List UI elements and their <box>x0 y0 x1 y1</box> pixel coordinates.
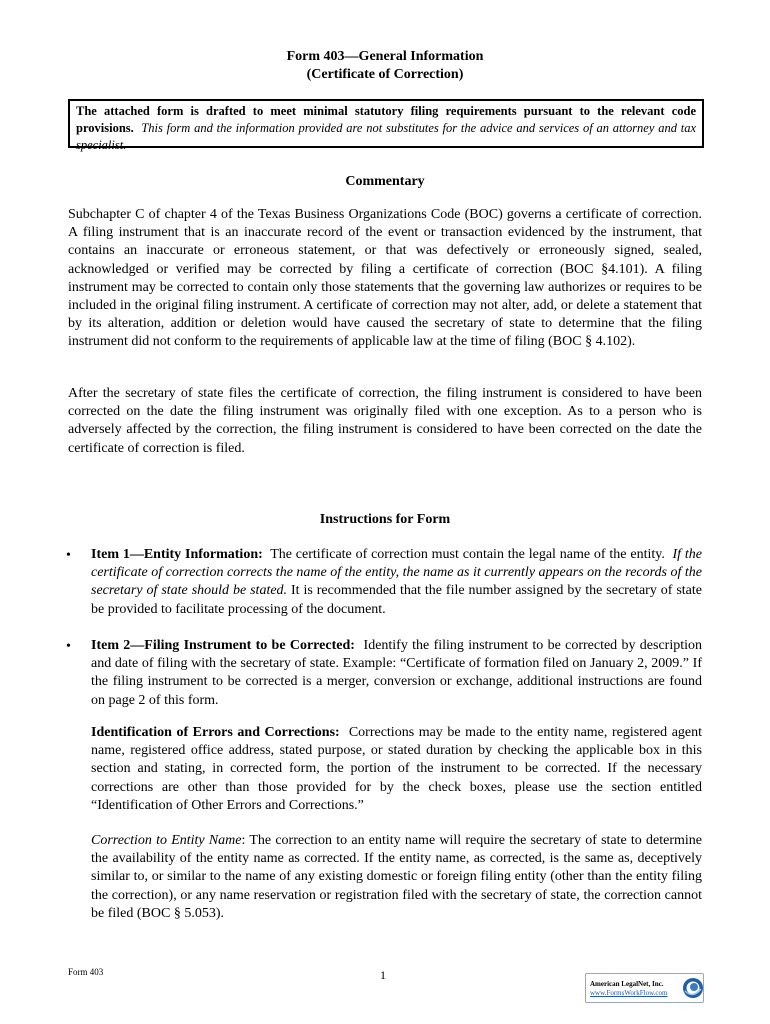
footer-form-label: Form 403 <box>68 967 104 977</box>
form-subtitle: (Certificate of Correction) <box>306 67 464 82</box>
page-number: 1 <box>380 968 386 982</box>
disclaimer-box <box>68 99 704 152</box>
publisher-name: American LegalNet, Inc. <box>590 980 664 988</box>
item-1-label: Item 1—Entity Information: <box>91 547 263 562</box>
item-2-paragraph <box>91 637 702 710</box>
errors-text: Corrections may be made to the entity name, registered agent name, registered office address, stated purpose, or stated duration by checking the applicable box in this section and stating, in corrected form, the portion of the instrument to be corrected. If the necessary corrections are other than those provided for by the check boxes, please use the section entitled “Identification of Other Errors and Corrections.” <box>91 725 703 813</box>
commentary-paragraph-2: After the secretary of state files the certificate of correction, the filing instrument is considered to have been corrected on the date the filing instrument was originally filed with one exception. As to a person who is adversely affected by the correction, the filing instrument is considered to have been corrected on the date the certificate of correction is filed. <box>68 386 702 456</box>
entity-name-label: Correction to Entity Name <box>91 833 242 848</box>
publisher-logo[interactable] <box>585 973 704 1003</box>
bullet-item-1: • <box>66 548 71 563</box>
item-1-text-a: The certificate of correction must contain the legal name of the entity. <box>270 547 665 562</box>
item-1-italic: If the certificate of correction corrects the name of the entity, the name as it currently appears on the records of the secretary of state should be stated. <box>91 547 702 599</box>
errors-label: Identification of Errors and Corrections: <box>91 725 340 740</box>
errors-paragraph <box>91 724 702 815</box>
commentary-paragraph-1: Subchapter C of chapter 4 of the Texas Business Organizations Code (BOC) governs a certificate of correction. A filing instrument that is an inaccurate record of the event or transaction evidenced by the instrument, that contains an inaccurate or erroneous statement, or that was defectively or erroneously signed, sealed, acknowledged or verified may be corrected by filing a certificate of correction (BOC §4.101). A filing instrument may be corrected to contain only those statements that the governing law authorizes or requires to be included in the original filing instrument. A certificate of correction may not alter, add, or delete a statement that by its alteration, addition or deletion would have caused the secretary of state to determine that the filing instrument did not conform to the requirements of applicable law at the time of filing (BOC § 4.102). <box>68 207 702 350</box>
instructions-heading: Instructions for Form <box>319 512 451 527</box>
commentary-heading: Commentary <box>345 174 425 189</box>
disclaimer-bold-text: The attached form is drafted to meet minimal statutory filing requirements pursuant to the relevant code provisions. <box>76 104 696 135</box>
publisher-url-link[interactable]: www.FormsWorkFlow.com <box>590 989 668 997</box>
disclaimer-italic-text: This form and the information provided are not substitutes for the advice and services of an attorney and tax specialist. <box>76 121 696 152</box>
item-1-text-b: It is recommended that the file number assigned by the secretary of state be provided to facilitate processing of the document. <box>91 583 702 617</box>
bullet-item-2: • <box>66 639 71 654</box>
form-title: Form 403—General Information <box>286 49 484 64</box>
entity-name-paragraph <box>91 832 702 923</box>
entity-name-text: : The correction to an entity name will require the secretary of state to determine the availability of the entity name as corrected. If the entity name, as corrected, is the same as, deceptively similar to, or similar to the name of any existing domestic or foreign filing entity (other than the entity filing the correction), or any name reservation or registration filed with the secretary of state, the correction cannot be filed (BOC § 5.053). <box>91 833 702 921</box>
item-2-label: Item 2—Filing Instrument to be Corrected: <box>91 638 355 653</box>
item-1-paragraph <box>91 546 702 619</box>
item-2-text: Identify the filing instrument to be corrected by description and date of filing with the secretary of state. Example: “Certificate of formation filed on January 2, 2009.” If the filing instrument to be corrected is a merger, conversion or exchange, additional instructions are found on page 2 of this form. <box>91 638 703 708</box>
globe-swirl-icon <box>682 977 704 999</box>
